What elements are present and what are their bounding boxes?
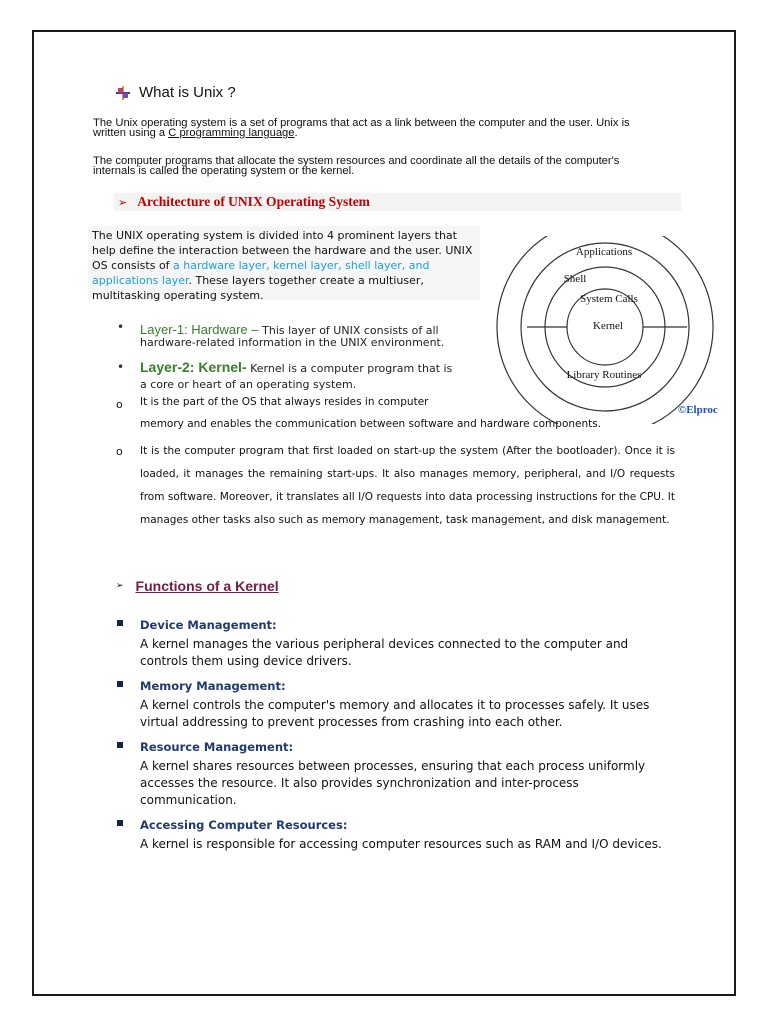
- architecture-heading: Architecture of UNIX Operating System: [137, 194, 370, 209]
- layer1-desc-2: hardware-related information in the UNIX environment.: [140, 336, 445, 349]
- kernel-point2-bullet: o: [116, 445, 123, 458]
- kernel-point1-bullet: o: [116, 398, 123, 411]
- intro-text-end: .: [294, 127, 298, 139]
- label-shell: Shell: [563, 273, 587, 285]
- function-title-device: Device Management:: [140, 618, 277, 632]
- layers-intro-text: The UNIX operating system is divided into 4 prominent layers that help define the interaction between the hardware and the user. UNIX OS consists of: [92, 229, 473, 272]
- layer1-desc-1: This layer of UNIX consists of all: [262, 324, 439, 337]
- kernel-point1-line1: It is the part of the OS that always resides in computer: [140, 396, 429, 408]
- kernel-point2-text: It is the computer program that first loaded on start-up the system (After the bootloader). Once it is loaded, it manages the remaining start-ups. It also manages memory, peripheral, and I/O requests from software. Moreover, it translates all I/O requests into data processing instructions for the CPU. It manages other tasks also such as memory management, task management, and disk management.: [140, 445, 675, 526]
- label-kernel: Kernel: [593, 320, 623, 332]
- c-language-link[interactable]: C programming language: [168, 127, 295, 139]
- arrow-bullet-icon: ➢: [118, 195, 128, 209]
- function-title-resource: Resource Management:: [140, 740, 294, 754]
- unix-architecture-diagram: [494, 236, 732, 424]
- label-library-routines: Library Routines: [566, 369, 642, 381]
- label-system-calls: System Calls: [580, 293, 638, 305]
- layer2-desc-2: a core or heart of an operating system.: [140, 378, 357, 391]
- layer2-bullet: •: [117, 360, 125, 374]
- function-title-accessing: Accessing Computer Resources:: [140, 818, 348, 832]
- arrow-bullet-icon: ➢: [116, 581, 124, 591]
- layer2-desc-1: Kernel is a computer program that is: [246, 362, 453, 375]
- square-bullet-icon: [117, 820, 123, 826]
- layers-intro: [92, 228, 477, 303]
- function-title-memory: Memory Management:: [140, 679, 286, 693]
- label-applications: Applications: [575, 246, 633, 258]
- square-bullet-icon: [117, 742, 123, 748]
- page-title: What is Unix ?: [139, 84, 236, 101]
- diagram-watermark: ©Elproc: [678, 404, 718, 416]
- layer1-title: Layer-1: Hardware –: [140, 322, 263, 337]
- colored-cross-bullet-icon: [115, 85, 131, 101]
- function-desc-resource: A kernel shares resources between processes, ensuring that each process uniformly accesses the resource. It also provides synchronization and inter-process communication.: [140, 759, 646, 807]
- layer1-bullet: •: [117, 320, 125, 334]
- functions-heading: Functions of a Kernel: [135, 578, 279, 594]
- square-bullet-icon: [117, 681, 123, 687]
- layer2-item: [140, 357, 485, 376]
- function-desc-device: A kernel manages the various peripheral devices connected to the computer and controls them using device drivers.: [140, 637, 629, 668]
- square-bullet-icon: [117, 620, 123, 626]
- kernel-point1-line2: memory and enables the communication between software and hardware components.: [140, 418, 602, 430]
- intro-paragraph: [93, 118, 653, 138]
- title-row: [115, 84, 236, 101]
- architecture-heading-row: [114, 193, 681, 211]
- layers-highlight: a hardware layer, kernel layer, shell layer, and applications layer: [92, 259, 430, 287]
- function-desc-accessing: A kernel is responsible for accessing computer resources such as RAM and I/O devices.: [140, 837, 662, 851]
- intro-paragraph-2: The computer programs that allocate the system resources and coordinate all the details of the computer's internals is called the operating system or the kernel.: [93, 155, 620, 177]
- layers-intro-text-end: . These layers together create a multiuser, multitasking operating system.: [92, 274, 424, 302]
- intro-text: The Unix operating system is a set of programs that act as a link between the computer and the user. Unix is written using a: [93, 117, 630, 139]
- layer2-title: Layer-2: Kernel-: [140, 359, 247, 375]
- function-desc-memory: A kernel controls the computer's memory and allocates it to processes safely. It uses virtual addressing to prevent processes from crashing into each other.: [140, 698, 650, 729]
- functions-heading-row: [116, 578, 279, 594]
